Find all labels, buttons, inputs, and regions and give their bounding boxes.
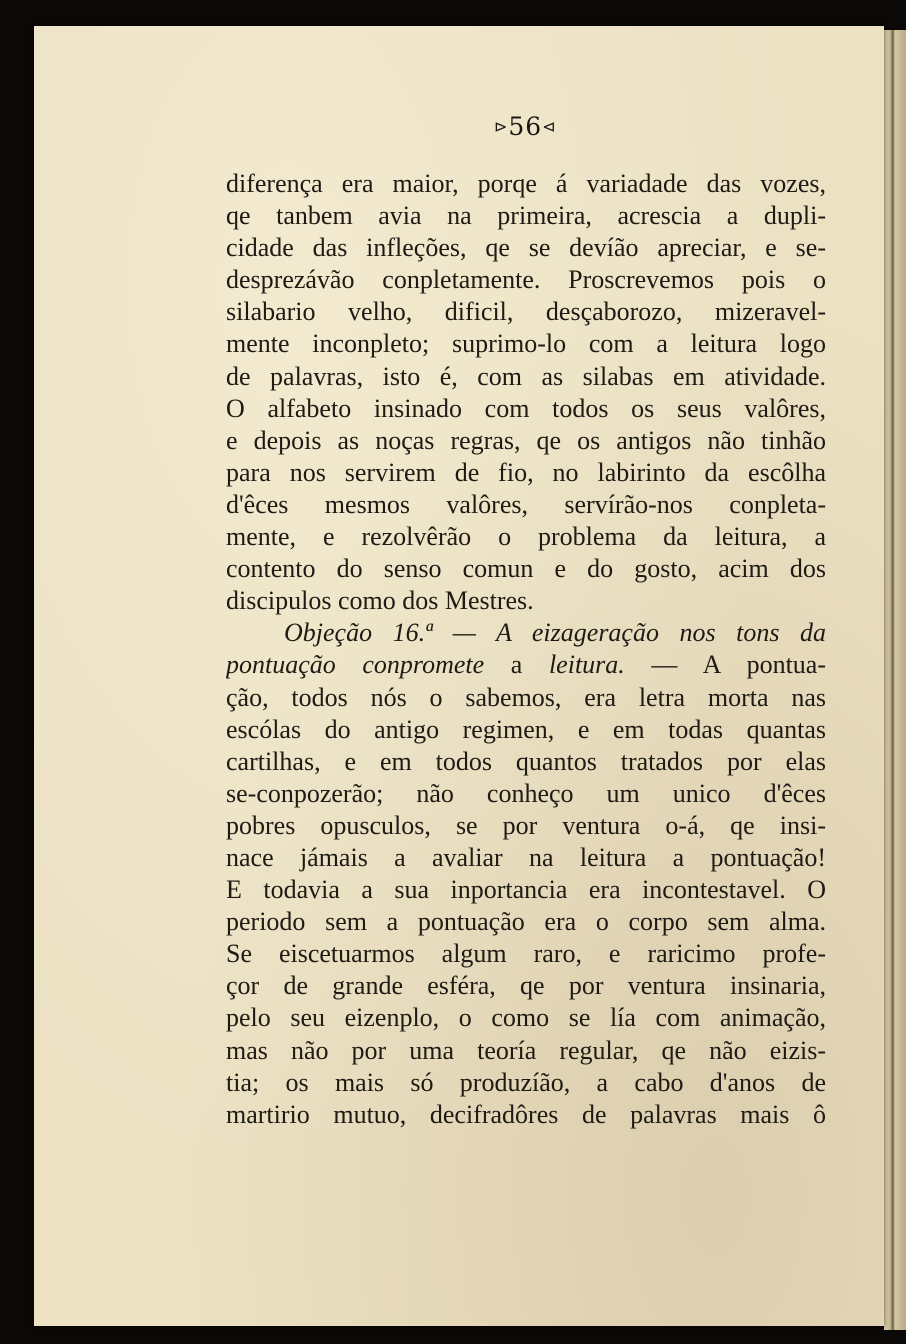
- text-line: [226, 938, 826, 970]
- text-run: ção, todos nós o sabemos, era letra morta nas: [226, 682, 826, 712]
- text-line: [226, 1002, 826, 1034]
- text-run: tia; os mais só produzíão, a cabo d'anos de: [226, 1067, 826, 1097]
- text-run: desprezávão conpletamente. Proscrevemos pois o: [226, 265, 826, 295]
- next-page-edge: [884, 30, 906, 1330]
- text-run: se-conpozerão; não conheço um unico d'êces: [226, 778, 826, 808]
- text-run: — A pontua-: [624, 650, 826, 680]
- text-line: [226, 361, 826, 393]
- text-run: pobres opusculos, se por ventura o-á, qe insi-: [226, 810, 826, 840]
- text-run: escólas do antigo regimen, e em todas quantas: [226, 714, 826, 744]
- text-run: Se eiscetuarmos algum raro, e raricimo profe-: [226, 939, 826, 969]
- text-run: mente inconpleto; suprimo-lo com a leitura logo: [226, 329, 826, 359]
- text-line: [226, 970, 826, 1002]
- italic-text: leitura.: [548, 650, 625, 680]
- left-ornament-icon: ⊳: [494, 117, 509, 136]
- text-line: [226, 264, 826, 296]
- text-run: qe tanbem avia na primeira, acrescia a dupli-: [226, 201, 826, 231]
- text-line: [226, 649, 826, 681]
- text-line: [226, 168, 826, 200]
- page-number-value: 56: [508, 112, 543, 141]
- text-run: nace jámais a avaliar na leitura a pontuação!: [226, 842, 826, 872]
- text-run: discipulos como dos Mestres.: [226, 586, 534, 616]
- text-line: [226, 1099, 826, 1131]
- text-line: [226, 842, 826, 874]
- right-ornament-icon: ⊲: [542, 117, 557, 136]
- text-line: [226, 457, 826, 489]
- text-run: d'êces mesmos valôres, servírão-nos conpleta-: [226, 489, 826, 519]
- text-run: martirio mutuo, decifradôres de palavras mais ô: [226, 1099, 826, 1129]
- text-line: [226, 906, 826, 938]
- text-line: [226, 425, 826, 457]
- text-line: [226, 489, 826, 521]
- text-run: contento do senso comun e do gosto, acim dos: [226, 554, 826, 584]
- text-line: [226, 874, 826, 906]
- text-run: a: [484, 650, 549, 680]
- text-line: [226, 1067, 826, 1099]
- text-run: cidade das infleções, qe se devíão apreciar, e se-: [226, 233, 826, 263]
- text-run: mas não por uma teoría regular, qe não eizis-: [226, 1035, 826, 1065]
- text-line: [226, 746, 826, 778]
- text-run: diferença era maior, porqe á variadade das vozes,: [226, 169, 826, 198]
- text-run: e depois as noças regras, qe os antigos não tinhão: [226, 425, 826, 455]
- text-run: E todavia a sua inportancia era incontestavel. O: [226, 875, 826, 905]
- text-line: [226, 682, 826, 714]
- text-run: para nos servirem de fio, no labirinto da escôlha: [226, 457, 826, 487]
- text-run: silabario velho, dificil, desçaborozo, mizeravel-: [226, 297, 826, 327]
- text-run: O alfabeto insinado com todos os seus valôres,: [226, 393, 826, 423]
- text-line: [226, 1035, 826, 1067]
- text-line: [226, 810, 826, 842]
- italic-text: Objeção 16.ª — A eizageração nos tons da: [284, 618, 826, 648]
- text-run: periodo sem a pontuação era o corpo sem alma.: [226, 907, 826, 937]
- body-text: [226, 168, 826, 1131]
- text-run: de palavras, isto é, com as silabas em atividade.: [226, 361, 826, 391]
- page-number: [494, 112, 557, 141]
- italic-text: pontuação conpromete: [226, 650, 485, 680]
- text-line: [226, 200, 826, 232]
- text-line: [226, 393, 826, 425]
- text-run: mente, e rezolvêrão o problema da leitura, a: [226, 522, 826, 552]
- text-run: cartilhas, e em todos quantos tratados por elas: [226, 746, 826, 776]
- text-line: [226, 585, 826, 617]
- text-line: [226, 521, 826, 553]
- text-run: çor de grande esféra, qe por ventura insinaria,: [226, 971, 826, 1001]
- text-line: [226, 553, 826, 585]
- text-line: [226, 232, 826, 264]
- text-line: [226, 714, 826, 746]
- text-line: [226, 617, 826, 649]
- text-line: [226, 296, 826, 328]
- text-line: [226, 328, 826, 360]
- text-line: [226, 778, 826, 810]
- text-run: pelo seu eizenplo, o como se lía com animação,: [226, 1003, 826, 1033]
